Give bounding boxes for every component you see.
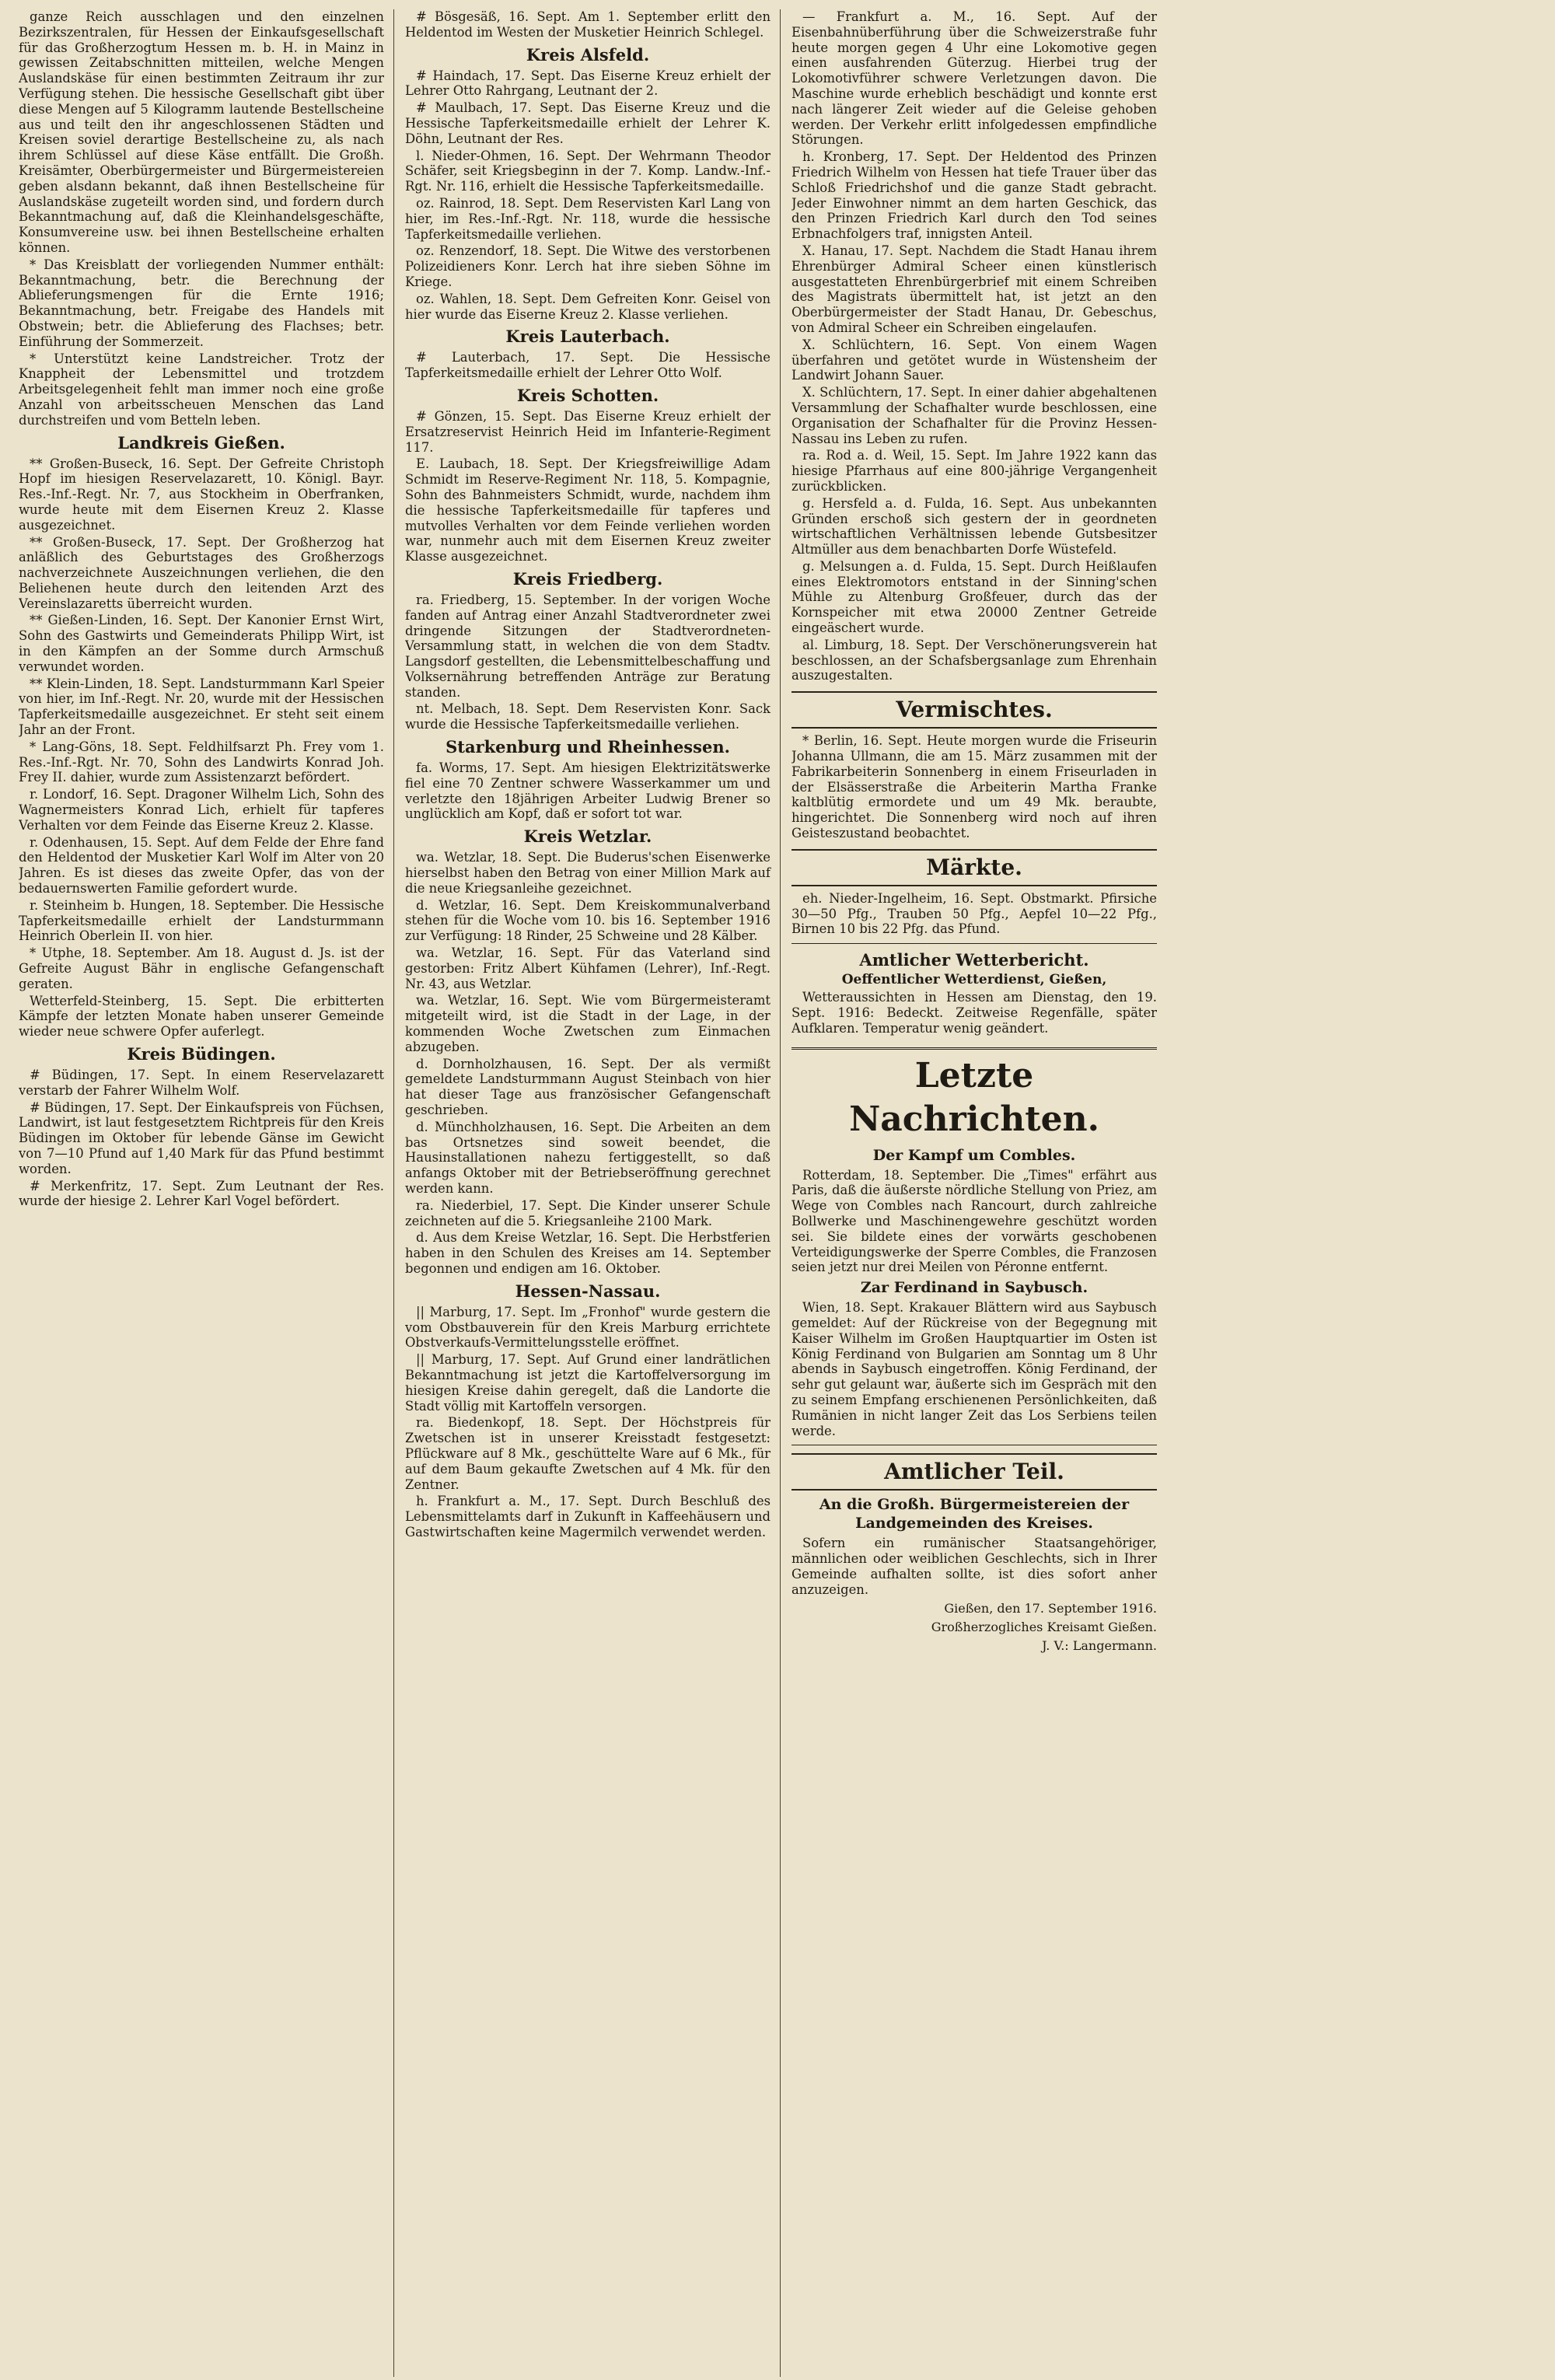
official-notice-heading: An die Großh. Bürgermeistereien der Landgemeinden des Kreises. [819,1496,1130,1532]
article: Wetterfeld-Steinberg, 15. Sept. Die erbitterten Kämpfe der letzten Monate haben unserer Gemeinde wieder neue schwere Opfer auferlegt. [19,993,384,1040]
article: ra. Biedenkopf, 18. Sept. Der Höchstpreis für Zwetschen ist in unserer Kreisstadt festgesetzt: Pflückware auf 8 Mk., geschüttelte Ware auf 6 Mk., für auf dem Baum gekaufte Zwetschen auf 4 Mk. für den Zentner. [405,1415,771,1492]
region-heading: Kreis Büdingen. [127,1044,276,1064]
region-heading: Kreis Alsfeld. [526,44,650,65]
weather-subheading: Oeffentlicher Wetterdienst, Gießen, [841,972,1107,988]
article: ra. Rod a. d. Weil, 15. Sept. Im Jahre 1922 kann das hiesige Pfarrhaus auf eine 800-jährige Vergangenheit zurückblicken. [791,448,1157,494]
column-2 [405,9,781,2377]
article: # Lauterbach, 17. Sept. Die Hessische Tapferkeitsmedaille erhielt der Lehrer Otto Wolf. [405,350,771,381]
article: E. Laubach, 18. Sept. Der Kriegsfreiwillige Adam Schmidt im Reserve-Regiment Nr. 118, 5. Kompagnie, Sohn des Bahnmeisters Schmidt, wurde, nachdem ihm die hessische Tapferkeitsmedaille für tapferes und mutvolles Verhalten vor dem Feinde verliehen worden war, nunmehr auch mit dem Eisernen Kreuz zweiter Klasse ausgezeichnet. [405,456,771,564]
region-heading: Kreis Wetzlar. [523,827,652,847]
region-heading: Starkenburg und Rheinhessen. [446,737,730,757]
article: * Utphe, 18. September. Am 18. August d. Js. ist der Gefreite August Bähr in englische Gefangenschaft geraten. [19,945,384,991]
section-heading-maerkte: Märkte. [791,849,1157,886]
article: ra. Friedberg, 15. September. In der vorigen Woche fanden auf Antrag einer Anzahl Stadtverordneter zwei dringende Sitzungen der Stadtverordneten-Versammlung statt, in welchen die von dem Stadtv. Langsdorf gestellten, die Lebensmittelbeschaffung und Volksernährung betreffenden Anträge zur Beratung standen. [405,592,771,700]
weather-heading: Amtlicher Wetterbericht. [859,950,1089,970]
article: h. Kronberg, 17. Sept. Der Heldentod des Prinzen Friedrich Wilhelm von Hessen hat tiefe Trauer über das Schloß Friedrichshof und die ganze Stadt gebracht. Jeder Einwohner nimmt an dem harten Geschick, das den Prinzen Friedrich Karl durch den Tod seines Erbnachfolgers traf, innigsten Anteil. [791,149,1157,242]
article: wa. Wetzlar, 18. Sept. Die Buderus'schen Eisenwerke hierselbst haben den Betrag von einer Million Mark auf die neue Kriegsanleihe gezeichnet. [405,850,771,896]
article: * Unterstützt keine Landstreicher. Trotz der Knappheit der Lebensmittel und trotzdem Arbeitsgelegenheit fehlt man immer noch eine große Anzahl von arbeitsscheuen Menschen das Land durchstreifen und vom Betteln leben. [19,351,384,428]
article: * Das Kreisblatt der vorliegenden Nummer enthält: Bekanntmachung, betr. die Berechnung der Ablieferungsmengen für die Ernte 1916; Bekanntmachung, betr. Freigabe des Handels mit Obstwein; betr. die Ablieferung des Flachses; betr. Einführung der Sommerzeit. [19,257,384,349]
article: || Marburg, 17. Sept. Im „Fronhof" wurde gestern die vom Obstbauverein für den Kreis Marburg errichtete Obstverkaufs-Vermittelungsstelle eröffnet. [405,1304,771,1351]
article: al. Limburg, 18. Sept. Der Verschönerungsverein hat beschlossen, an der Schafsbergsanlage zum Ehrenhain auszugestalten. [791,637,1157,683]
article: — Frankfurt a. M., 16. Sept. Auf der Eisenbahnüberführung über die Schweizerstraße fuhr heute morgen gegen 4 Uhr eine Lokomotive gegen einen ausfahrenden Güterzug. Hierbei trug der Lokomotivführer schwere Verletzungen davon. Die Maschine wurde erheblich beschädigt und konnte erst nach längerer Zeit wieder auf die Geleise gehoben werden. Der Verkehr erlitt infolgedessen empfindliche Störungen. [791,9,1157,148]
article: # Merkenfritz, 17. Sept. Zum Leutnant der Res. wurde der hiesige 2. Lehrer Karl Vogel befördert. [19,1178,384,1209]
official-notice: Sofern ein rumänischer Staatsangehöriger, männlichen oder weiblichen Geschlechts, sich in Ihrer Gemeinde aufhalten sollte, ist dies sofort anher anzuzeigen. [791,1536,1157,1597]
news-subheading: Zar Ferdinand in Saybusch. [860,1279,1088,1297]
article: nt. Melbach, 18. Sept. Dem Reservisten Konr. Sack wurde die Hessische Tapferkeitsmedaille verliehen. [405,701,771,732]
article: # Bösgesäß, 16. Sept. Am 1. September erlitt den Heldentod im Westen der Musketier Heinrich Schlegel. [405,9,771,40]
region-heading: Kreis Friedberg. [512,568,663,589]
article: ** Großen-Buseck, 16. Sept. Der Gefreite Christoph Hopf im hiesigen Reservelazarett, 10. Königl. Bayr. Res.-Inf.-Regt. Nr. 7, aus Stockheim in Oberfranken, wurde heute mit dem Eisernen Kreuz 2. Klasse ausgezeichnet. [19,456,384,533]
article: # Büdingen, 17. Sept. In einem Reservelazarett verstarb der Fahrer Wilhelm Wolf. [19,1068,384,1098]
article: # Haindach, 17. Sept. Das Eiserne Kreuz erhielt der Lehrer Otto Rahrgang, Leutnant der 2. [405,68,771,99]
article: ** Klein-Linden, 18. Sept. Landsturmmann Karl Speier von hier, im Inf.-Regt. Nr. 20, wurde mit der Hessischen Tapferkeitsmedaille ausgezeichnet. Er steht seit einem Jahr an der Front. [19,676,384,738]
notice-authority: Großherzogliches Kreisamt Gießen. [931,1619,1157,1634]
region-heading: Hessen-Nassau. [515,1281,661,1301]
article: oz. Wahlen, 18. Sept. Dem Gefreiten Konr. Geisel von hier wurde das Eiserne Kreuz 2. Klasse verliehen. [405,291,771,322]
article: r. Odenhausen, 15. Sept. Auf dem Felde der Ehre fand den Heldentod der Musketier Karl Wolf im Alter von 20 Jahren. Es ist dieses das zweite Opfer, das von der bedauernswerten Familie gefordert wurde. [19,834,384,896]
article: d. Wetzlar, 16. Sept. Dem Kreiskommunalverband stehen für die Woche vom 10. bis 16. September 1916 zur Verfügung: 18 Rinder, 25 Schweine und 28 Kälber. [405,897,771,944]
article: * Berlin, 16. Sept. Heute morgen wurde die Friseurin Johanna Ullmann, die am 15. März zusammen mit der Fabrikarbeiterin Sonnenberg in einem Friseurladen in der Elsässerstraße die Arbeiterin Martha Franke kaltblütig ermordete und um 49 Mk. beraubte, hingerichtet. Die Sonnenberg wird noch auf ihren Geisteszustand beobachtet. [791,733,1157,841]
article: oz. Rainrod, 18. Sept. Dem Reservisten Karl Lang von hier, im Res.-Inf.-Rgt. Nr. 118, wurde die hessische Tapferkeitsmedaille verliehen. [405,195,771,242]
article: d. Dornholzhausen, 16. Sept. Der als vermißt gemeldete Landsturmmann August Steinbach von hier hat dieser Tage aus französischer Gefangenschaft geschrieben. [405,1056,771,1118]
region-heading: Kreis Schotten. [516,385,659,405]
article: Wien, 18. Sept. Krakauer Blättern wird aus Saybusch gemeldet: Auf der Rückreise von der Begegnung mit Kaiser Wilhelm im Großen Hauptquartier im Osten ist König Ferdinand von Bulgarien am Sonntag um 8 Uhr abends in Saybusch eingetroffen. König Ferdinand, der sehr gut gelaunt war, äußerte sich im Gespräch mit den zu seinem Empfang erschienenen Persönlichkeiten, daß Rumänien in nicht langer Zeit das Los Serbiens teilen werde. [791,1300,1157,1438]
article: fa. Worms, 17. Sept. Am hiesigen Elektrizitätswerke fiel eine 70 Zentner schwere Wasserkammer um und verletzte den 18jährigen Arbeiter Ludwig Brener so unglücklich am Kopf, daß er sofort tot war. [405,760,771,822]
notice-date: Gießen, den 17. September 1916. [944,1600,1157,1616]
article: g. Hersfeld a. d. Fulda, 16. Sept. Aus unbekannten Gründen erschoß sich gestern der in geordneten wirtschaftlichen Verhältnissen lebende Gutsbesitzer Altmüller aus dem benachbarten Dorfe Wüstefeld. [791,495,1157,557]
latest-news-heading: Letzte Nachrichten. [791,1047,1157,1141]
weather-report: Wetteraussichten in Hessen am Dienstag, den 19. Sept. 1916: Bedeckt. Zeitweise Regenfälle, später Aufklaren. Temperatur wenig geändert. [791,990,1157,1036]
article: ** Großen-Buseck, 17. Sept. Der Großherzog hat anläßlich des Geburtstages des Großherzogs nachverzeichnete Auszeichnungen verliehen, die den Beliehenen heute durch den leitenden Arzt des Vereinslazaretts überreicht wurden. [19,534,384,611]
article: r. Steinheim b. Hungen, 18. September. Die Hessische Tapferkeitsmedaille erhielt der Landsturmmann Heinrich Oberlein II. von hier. [19,897,384,944]
article: eh. Nieder-Ingelheim, 16. Sept. Obstmarkt. Pfirsiche 30—50 Pfg., Trauben 50 Pfg., Aepfel 10—22 Pfg., Birnen 10 bis 22 Pfg. das Pfund. [791,890,1157,937]
article: ra. Niederbiel, 17. Sept. Die Kinder unserer Schule zeichneten auf die 5. Kriegsanleihe 2100 Mark. [405,1197,771,1228]
article: ganze Reich ausschlagen und den einzelnen Bezirkszentralen, für Hessen der Einkaufsgesellschaft für das Großherzogtum Hessen m. b. H. in Mainz in gewissen Zeitabschnitten mitteilen, welche Mengen Auslandskäse für einen bestimmten Zeitraum ihr zur Verfügung stehen. Die hessische Gesellschaft gibt über diese Mengen auf 5 Kilogramm lautende Bestellscheine aus und teilt den ihr angeschlossenen Städten und Kreisen soviel derartige Bestellscheine zu, als nach ihrem Schlüssel auf diese Käse entfällt. Die Großh. Kreisämter, Oberbürgermeister und Bürgermeistereien geben alsdann bekannt, daß ihnen Bestellscheine für Auslandskäse zugeteilt worden sind, und fordern durch Bekanntmachung auf, daß die Kleinhandelsgeschäfte, Konsumvereine usw. bei ihnen Bestellscheine erhalten können. [19,9,384,255]
article: d. Münchholzhausen, 16. Sept. Die Arbeiten an dem bas Ortsnetzes sind soweit beendet, die Hausinstallationen nahezu fertiggestellt, so daß anfangs Oktober mit der Betriebseröffnung gerechnet werden kann. [405,1119,771,1196]
article: # Büdingen, 17. Sept. Der Einkaufspreis von Füchsen, Landwirt, ist laut festgesetztem Richtpreis für den Kreis Büdingen im Oktober für lebende Gänse im Gewicht von 7—10 Pfund auf 1,40 Mark für das Pfund bestimmt worden. [19,1099,384,1176]
article: d. Aus dem Kreise Wetzlar, 16. Sept. Die Herbstferien haben in den Schulen des Kreises am 14. September begonnen und endigen am 16. Oktober. [405,1230,771,1276]
article: X. Schlüchtern, 16. Sept. Von einem Wagen überfahren und getötet wurde in Wüstensheim der Landwirt Johann Sauer. [791,337,1157,383]
article: l. Nieder-Ohmen, 16. Sept. Der Wehrmann Theodor Schäfer, seit Kriegsbeginn in der 7. Komp. Landw.-Inf.-Rgt. Nr. 116, erhielt die Hessische Tapferkeitsmedaille. [405,148,771,194]
article: g. Melsungen a. d. Fulda, 15. Sept. Durch Heißlaufen eines Elektromotors entstand in der Sinning'schen Mühle zu Altenburg Großfeuer, durch das der Kornspeicher mit etwa 20000 Zentner Getreide eingeäschert wurde. [791,558,1157,636]
article: oz. Renzendorf, 18. Sept. Die Witwe des verstorbenen Polizeidieners Konr. Lerch hat ihre sieben Söhne im Kriege. [405,243,771,289]
article: X. Hanau, 17. Sept. Nachdem die Stadt Hanau ihrem Ehrenbürger Admiral Scheer einen künstlerisch ausgestatteten Ehrenbürgerbrief mit einem Schreiben des Magistrats übermittelt hat, ist jetzt an den Oberbürgermeister der Stadt Hanau, Dr. Gebeschus, von Admiral Scheer ein Schreiben eingelaufen. [791,243,1157,335]
article: * Lang-Göns, 18. Sept. Feldhilfsarzt Ph. Frey vom 1. Res.-Inf.-Rgt. Nr. 70, Sohn des Landwirts Konrad Joh. Frey II. dahier, wurde zum Assistenzarzt befördert. [19,739,384,785]
article: ** Gießen-Linden, 16. Sept. Der Kanonier Ernst Wirt, Sohn des Gastwirts und Gemeinderats Philipp Wirt, ist in den Kämpfen an der Somme durch Armschuß verwundet worden. [19,613,384,674]
region-heading: Kreis Lauterbach. [505,327,670,347]
article: r. Londorf, 16. Sept. Dragoner Wilhelm Lich, Sohn des Wagnermeisters Konrad Lich, erhielt für tapferes Verhalten vor dem Feinde das Eiserne Kreuz 2. Klasse. [19,787,384,833]
article: wa. Wetzlar, 16. Sept. Wie vom Bürgermeisteramt mitgeteilt wird, ist die Stadt in der Lage, in der kommenden Woche Zwetschen zum Einmachen abzugeben. [405,993,771,1054]
article: h. Frankfurt a. M., 17. Sept. Durch Beschluß des Lebensmittelamts darf in Zukunft in Kaffeehäusern und Gastwirtschaften keine Magermilch verwendet werden. [405,1494,771,1539]
news-subheading: Der Kampf um Combles. [872,1146,1076,1164]
region-heading: Landkreis Gießen. [117,432,285,453]
article: || Marburg, 17. Sept. Auf Grund einer landrätlichen Bekanntmachung ist jetzt die Kartoffelversorgung im hiesigen Kreise dahin geregelt, daß die Landorte die Stadt völlig mit Kartoffeln versorgen. [405,1352,771,1414]
notice-signature: J. V.: Langermann. [1042,1637,1157,1653]
article: # Maulbach, 17. Sept. Das Eiserne Kreuz und die Hessische Tapferkeitsmedaille erhielt der Lehrer K. Döhn, Leutnant der Res. [405,100,771,146]
article: # Gönzen, 15. Sept. Das Eiserne Kreuz erhielt der Ersatzreservist Heinrich Heid im Infanterie-Regiment 117. [405,408,771,455]
article: X. Schlüchtern, 17. Sept. In einer dahier abgehaltenen Versammlung der Schafhalter wurde beschlossen, eine Organisation der Schafhalter für die Provinz Hessen-Nassau ins Leben zu rufen. [791,385,1157,446]
article: wa. Wetzlar, 16. Sept. Für das Vaterland sind gestorben: Fritz Albert Kühfamen (Lehrer), Inf.-Regt. Nr. 43, aus Wetzlar. [405,945,771,991]
divider [791,943,1157,944]
column-1 [19,9,394,2377]
official-section-heading: Amtlicher Teil. [791,1453,1157,1491]
article: Rotterdam, 18. September. Die „Times" erfährt aus Paris, daß die äußerste nördliche Stellung von Priez, am Wege von Combles nach Rancourt, durch zahlreiche Bollwerke und Maschinengewehre geschützt worden sei. Sie bildete eines der vorwärts geschobenen Verteidigungswerke der Sperre Combles, die Franzosen seien jetzt nur drei Meilen von Péronne entfernt. [791,1167,1157,1275]
column-3 [791,9,1166,2377]
section-heading-vermischtes: Vermischtes. [791,691,1157,729]
